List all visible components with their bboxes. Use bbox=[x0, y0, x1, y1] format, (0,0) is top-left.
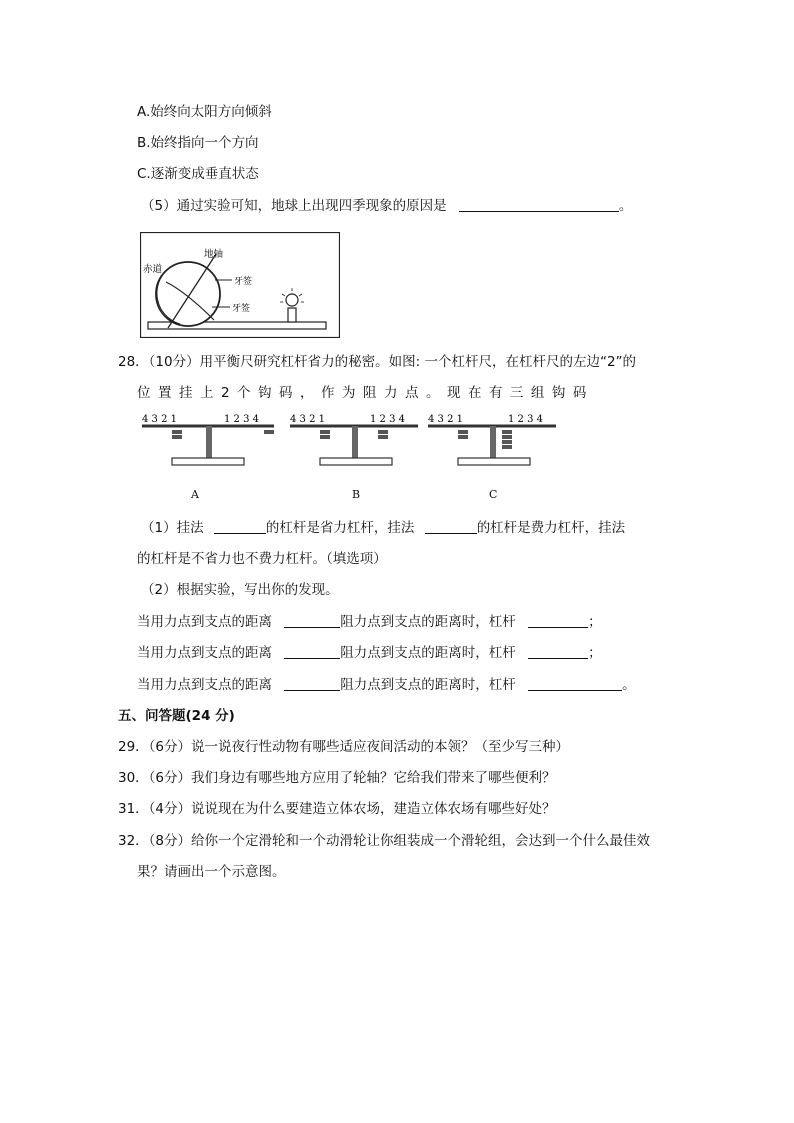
answer-blank[interactable] bbox=[528, 613, 588, 628]
answer-blank[interactable] bbox=[528, 676, 622, 691]
finding-2-b: 阻力点到支点的距离时，杠杆 bbox=[340, 645, 516, 661]
label-axis: 地轴 bbox=[204, 249, 224, 260]
option-c: C.逐渐变成垂直状态 bbox=[137, 166, 259, 182]
globe-experiment-figure bbox=[140, 232, 340, 338]
q27-part5 bbox=[141, 196, 632, 216]
scale-left-b: 4 3 2 1 bbox=[290, 414, 325, 425]
caption-a: A bbox=[191, 488, 199, 501]
q28-part1-c: 的杠杆是费力杠杆，挂法 bbox=[476, 520, 626, 536]
option-b: B.始终指向一个方向 bbox=[137, 135, 259, 151]
q28-intro-2: 位 置 挂 上 2 个 钩 码 ， 作 为 阻 力 点 。 现 在 有 三 组 钩 码 bbox=[137, 385, 589, 401]
q28-part2: （2）根据实验，写出你的发现。 bbox=[141, 582, 339, 598]
scale-right-b: 1 2 3 4 bbox=[370, 414, 405, 425]
answer-blank[interactable] bbox=[214, 519, 266, 534]
scale-right-c: 1 2 3 4 bbox=[508, 414, 543, 425]
option-a: A.始终向太阳方向倾斜 bbox=[137, 104, 272, 120]
q27-part5-end: 。 bbox=[618, 198, 633, 214]
label-toothpick-2: 牙签 bbox=[232, 304, 251, 314]
section-5-title: 五、问答题(24 分) bbox=[118, 708, 235, 724]
answer-blank[interactable] bbox=[284, 676, 340, 691]
answer-blank[interactable] bbox=[284, 644, 340, 659]
finding-3-a: 当用力点到支点的距离 bbox=[137, 677, 272, 693]
finding-1-a: 当用力点到支点的距离 bbox=[137, 614, 272, 630]
finding-2-end: ； bbox=[588, 645, 602, 661]
caption-c: C bbox=[489, 488, 498, 501]
label-toothpick-1: 牙签 bbox=[234, 277, 253, 287]
q28-part1-a: （1）挂法 bbox=[141, 520, 204, 536]
lever-b bbox=[290, 414, 418, 465]
q32-line1: 32．（8分）给你一个定滑轮和一个动滑轮让你组装成一个滑轮组，会达到一个什么最佳效 bbox=[118, 833, 651, 849]
answer-blank[interactable] bbox=[284, 613, 340, 628]
q27-part5-text: （5）通过实验可知，地球上出现四季现象的原因是 bbox=[141, 198, 447, 214]
caption-b: B bbox=[352, 488, 361, 501]
answer-blank[interactable] bbox=[425, 519, 477, 534]
finding-3 bbox=[137, 675, 636, 695]
answer-blank[interactable] bbox=[459, 197, 619, 212]
q28-part1-d: 的杠杆是不省力也不费力杠杆。（填选项） bbox=[137, 551, 387, 567]
finding-1-end: ； bbox=[588, 614, 602, 630]
q28-intro-1: 28．（10分）用平衡尺研究杠杆省力的秘密。如图: 一个杠杆尺，在杠杆尺的左边“2”的 bbox=[118, 354, 637, 370]
q32-line2: 果？请画出一个示意图。 bbox=[137, 864, 286, 880]
q28-part1-b: 的杠杆是省力杠杆，挂法 bbox=[265, 520, 415, 536]
scale-left-c: 4 3 2 1 bbox=[428, 414, 463, 425]
lever-a bbox=[142, 414, 274, 465]
answer-blank[interactable] bbox=[528, 644, 588, 659]
scale-right-a: 1 2 3 4 bbox=[224, 414, 259, 425]
q31: 31．（4分）说说现在为什么要建造立体农场，建造立体农场有哪些好处？ bbox=[118, 801, 556, 817]
finding-2 bbox=[137, 643, 602, 663]
scale-left-a: 4 3 2 1 bbox=[142, 414, 177, 425]
label-equator: 赤道 bbox=[143, 264, 163, 275]
q30: 30．（6分）我们身边有哪些地方应用了轮轴？它给我们带来了哪些便利？ bbox=[118, 770, 556, 786]
finding-1 bbox=[137, 612, 602, 632]
finding-3-end: 。 bbox=[622, 677, 636, 693]
q28-part1-line1 bbox=[141, 518, 625, 538]
lever-c bbox=[428, 414, 556, 465]
finding-1-b: 阻力点到支点的距离时，杠杆 bbox=[340, 614, 516, 630]
q29: 29．（6分）说一说夜行性动物有哪些适应夜间活动的本领？（至少写三种） bbox=[118, 739, 570, 755]
finding-3-b: 阻力点到支点的距离时，杠杆 bbox=[340, 677, 516, 693]
finding-2-a: 当用力点到支点的距离 bbox=[137, 645, 272, 661]
